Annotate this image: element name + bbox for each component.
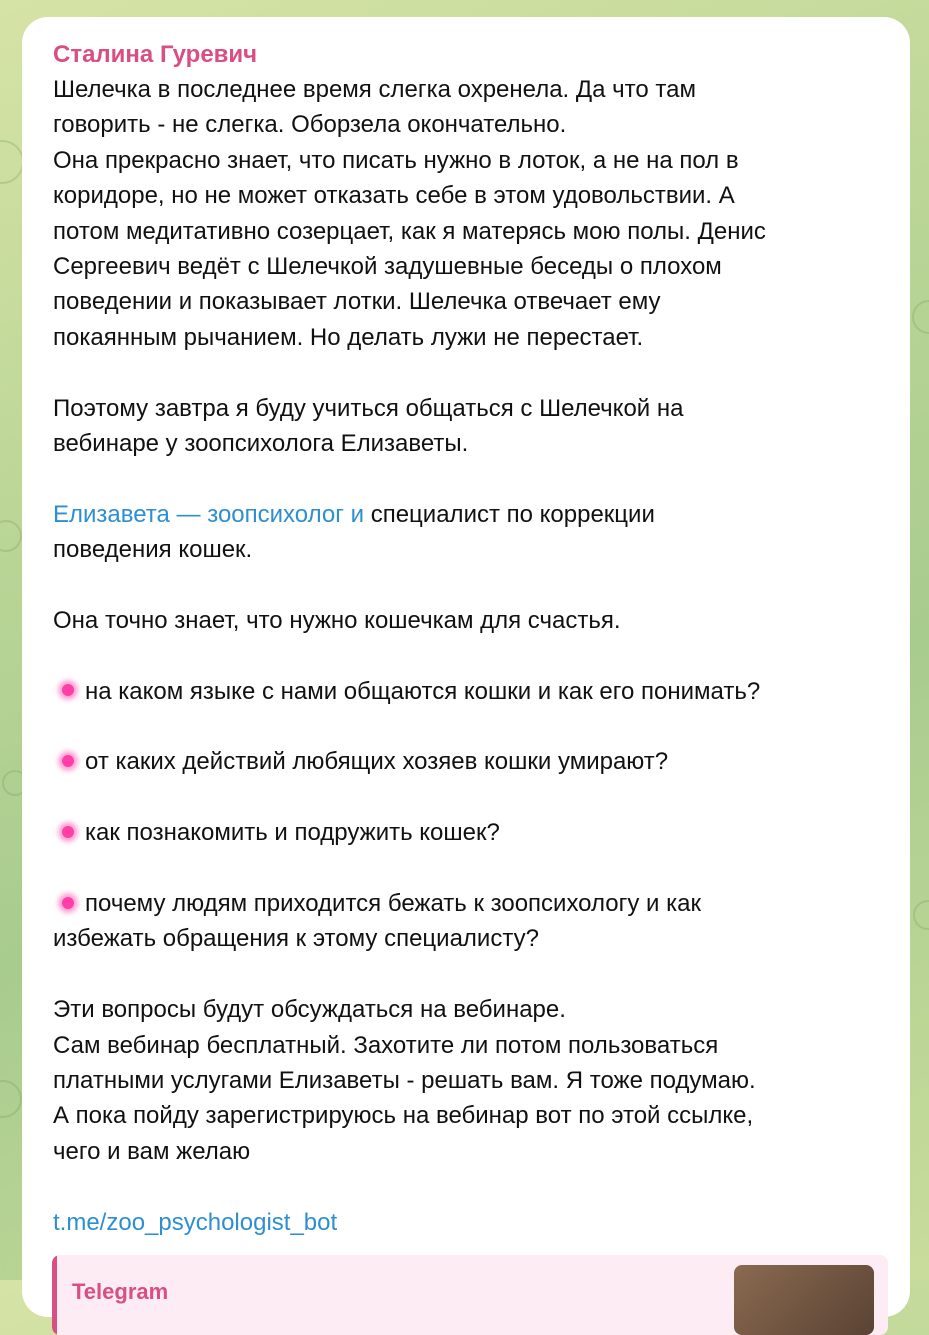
message-line: А пока пойду зарегистрируюсь на вебинар вот по этой ссылке, [53,1102,754,1130]
message-line: коридоре, но не может отказать себе в этом удовольствии. А [53,182,735,210]
message-line: Поэтому завтра я буду учиться общаться с Шелечкой на [53,394,684,422]
bullet-item [53,744,880,779]
wallpaper-doodle [0,1080,22,1118]
pink-glow-dot-icon [62,897,74,909]
sender-name[interactable]: Сталина Гуревич [53,41,258,68]
message-line: Сам вебинар бесплатный. Захотите ли потом пользоваться [53,1031,719,1059]
mention-line [53,497,880,532]
bullet-text: почему людям приходится бежать к зоопсихологу и как [85,889,701,917]
blank-line [53,1169,880,1204]
bot-link[interactable]: t.me/zoo_psychologist_bot [53,1208,338,1236]
blank-line [53,461,880,496]
preview-thumbnail[interactable] [734,1265,874,1335]
pink-glow-dot-icon [62,684,74,696]
message-bubble[interactable] [22,17,910,1317]
blank-line [53,957,880,992]
wallpaper-doodle [912,300,929,334]
blank-line [53,638,880,673]
message-line: Шелечка в последнее время слегка охренела. Да что там [53,76,696,103]
bullet-text: как познакомить и подружить кошек? [85,819,500,847]
message-line: Эти вопросы будут обсуждаться на вебинаре. [53,996,566,1024]
mention-link[interactable]: Елизавета — зоопсихолог и [53,500,365,528]
message-line: покаянным рычанием. Но делать лужи не перестает. [53,323,644,351]
mention-rest-text: специалист по коррекции [364,500,655,528]
blank-line [53,709,880,744]
message-line: Она прекрасно знает, что писать нужно в лоток, а не на пол в [53,146,739,174]
blank-line [53,567,880,602]
blank-line [53,355,880,390]
message-line: поведения кошек. [53,536,253,564]
bullet-continuation: избежать обращения к этому специалисту? [53,925,539,953]
bullet-text: на каком языке с нами общаются кошки и как его понимать? [85,677,761,705]
bullet-item [53,815,880,850]
message-line: Сергеевич ведёт с Шелечкой задушевные беседы о плохом [53,252,722,280]
preview-site-name: Telegram [72,1279,169,1304]
message-line: поведении и показывает лотки. Шелечка отвечает ему [53,288,661,316]
message-line: платными услугами Елизаветы - решать вам. Я тоже подумаю. [53,1066,756,1094]
link-preview[interactable] [52,1255,888,1335]
bullet-item [53,886,880,921]
message-line: чего и вам желаю [53,1137,251,1165]
wallpaper-doodle [0,140,24,184]
wallpaper-doodle [0,520,22,552]
wallpaper-doodle [913,900,929,930]
pink-glow-dot-icon [62,755,74,767]
blank-line [53,851,880,886]
message-line: потом медитативно созерцает, как я матерясь мою полы. Денис [53,217,766,245]
bullet-item [53,674,880,709]
message-line: Она точно знает, что нужно кошечкам для счастья. [53,606,621,634]
pink-glow-dot-icon [62,826,74,838]
link-line [53,1205,880,1240]
preview-accent-bar [52,1255,57,1335]
message-line: вебинаре у зоопсихолога Елизаветы. [53,429,469,457]
message-line: говорить - не слегка. Оборзела окончательно. [53,111,567,139]
bullet-text: от каких действий любящих хозяев кошки умирают? [85,748,669,776]
blank-line [53,780,880,815]
